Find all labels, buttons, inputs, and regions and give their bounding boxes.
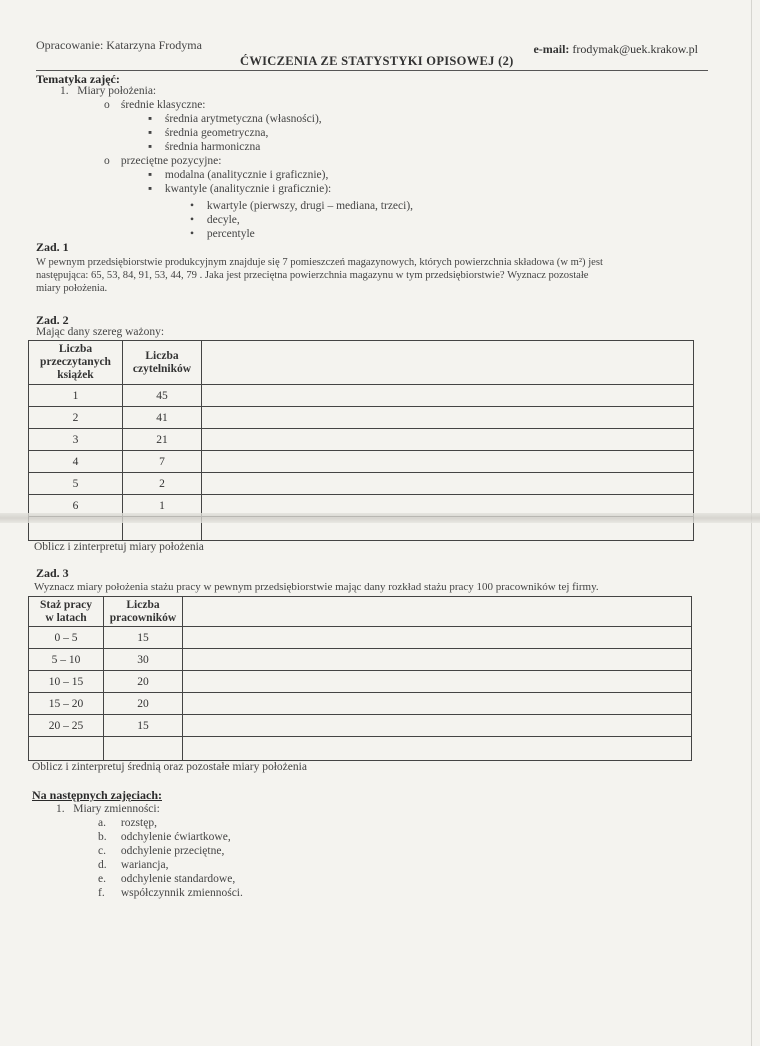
zad1-title: Zad. 1	[36, 240, 69, 254]
topic-item-1-number: 1.	[60, 85, 69, 97]
zad3-col2-header	[104, 597, 183, 627]
table-row	[29, 473, 694, 495]
topic-b-item-2	[148, 182, 331, 196]
topic-sub-b-label: przeciętne pozycyjne:	[120, 155, 222, 167]
topic-a-item-3-label: średnia harmoniczna	[164, 141, 261, 153]
work-area-cell	[183, 597, 692, 627]
document-title: ĆWICZENIA ZE STATYSTYKI OPISOWEJ (2)	[240, 54, 514, 68]
topic-c-item-2-label: decyle,	[206, 214, 240, 226]
table-row	[29, 385, 694, 407]
table-row	[29, 627, 692, 649]
next-sub-item-label: odchylenie przeciętne,	[120, 845, 225, 857]
email-address: frodymak@uek.krakow.pl	[572, 42, 698, 56]
empty-cell	[104, 737, 183, 761]
letter-marker: f.	[98, 887, 105, 899]
header-divider	[36, 70, 708, 71]
next-sub-item	[98, 844, 224, 858]
work-area-cell	[202, 407, 694, 429]
work-area-cell	[202, 385, 694, 407]
next-sub-item	[98, 886, 243, 900]
header-line: Liczba	[145, 349, 179, 362]
books-cell: 2	[29, 407, 123, 429]
readers-cell: 7	[123, 451, 202, 473]
zad2-col2-header	[123, 341, 202, 385]
next-sub-item-label: wariancja,	[120, 859, 169, 871]
employees-cell: 15	[104, 627, 183, 649]
work-area-cell	[202, 451, 694, 473]
work-area-cell	[183, 627, 692, 649]
topic-b-item-1	[148, 168, 328, 182]
next-item-1	[56, 802, 160, 816]
zad2-col1-header	[29, 341, 123, 385]
table-row	[29, 649, 692, 671]
table-row	[29, 429, 694, 451]
books-cell: 1	[29, 385, 123, 407]
letter-marker: a.	[98, 817, 106, 829]
work-area-cell	[183, 693, 692, 715]
zad2-table	[28, 340, 694, 541]
next-sub-item-label: odchylenie ćwiartkowe,	[120, 831, 231, 843]
header-line: w latach	[45, 611, 87, 624]
header-line: pracowników	[109, 611, 177, 624]
topic-sub-b	[104, 154, 221, 168]
topics-heading: Tematyka zajęć:	[36, 72, 120, 86]
topic-a-item-1-label: średnia arytmetyczna (własności),	[164, 113, 322, 125]
header-line: Liczba	[58, 343, 93, 355]
email-label: e-mail:	[533, 42, 570, 56]
zad1-line-1: W pewnym przedsiębiorstwie produkcyjnym znajduje się 7 pomieszczeń magazynowych, których powierzchnia składowa (w m²) jest	[36, 257, 603, 268]
work-area-cell	[202, 341, 694, 385]
topic-b-item-1-label: modalna (analitycznie i graficznie),	[164, 169, 329, 181]
next-item-1-number: 1.	[56, 803, 65, 815]
header-line: czytelników	[132, 362, 192, 375]
letter-marker: b.	[98, 831, 107, 843]
books-cell: 5	[29, 473, 123, 495]
dot-bullet-icon: •	[190, 228, 195, 240]
letter-marker: e.	[98, 873, 106, 885]
tenure-cell: 20 – 25	[29, 715, 104, 737]
next-sub-item-label: rozstęp,	[120, 817, 157, 829]
next-sub-item	[98, 858, 168, 872]
tenure-cell: 10 – 15	[29, 671, 104, 693]
author-line: Opracowanie: Katarzyna Frodyma	[36, 38, 202, 52]
work-area-cell	[202, 429, 694, 451]
header-line: Liczba	[126, 598, 160, 611]
work-area-cell	[183, 649, 692, 671]
table-row	[29, 407, 694, 429]
empty-cell	[29, 737, 104, 761]
work-area-cell	[202, 473, 694, 495]
readers-cell: 21	[123, 429, 202, 451]
table-row	[29, 715, 692, 737]
zad1-text	[36, 256, 716, 295]
square-bullet-icon: ▪	[148, 127, 153, 139]
tenure-cell: 15 – 20	[29, 693, 104, 715]
letter-marker: d.	[98, 859, 107, 871]
employees-cell: 30	[104, 649, 183, 671]
books-cell: 6	[29, 495, 123, 517]
header-line: przeczytanych	[40, 356, 111, 368]
table-row	[29, 693, 692, 715]
next-sub-item	[98, 872, 235, 886]
dot-bullet-icon: •	[190, 200, 195, 212]
paper-fold	[0, 513, 760, 523]
zad2-footer: Oblicz i zinterpretuj miary położenia	[34, 541, 204, 553]
topic-c-item-1	[190, 199, 413, 213]
readers-cell: 2	[123, 473, 202, 495]
square-bullet-icon: ▪	[148, 183, 153, 195]
next-sub-item	[98, 816, 157, 830]
employees-cell: 20	[104, 693, 183, 715]
tenure-cell: 5 – 10	[29, 649, 104, 671]
topic-a-item-2	[148, 126, 268, 140]
topic-c-item-1-label: kwartyle (pierwszy, drugi – mediana, trzeci),	[206, 200, 414, 212]
topic-a-item-2-label: średnia geometryczna,	[164, 127, 269, 139]
zad2-intro: Mając dany szereg ważony:	[36, 326, 165, 338]
table-row	[29, 671, 692, 693]
readers-cell: 45	[123, 385, 202, 407]
next-sub-item	[98, 830, 231, 844]
zad2-title: Zad. 2	[36, 313, 69, 327]
page-edge	[751, 0, 752, 1046]
next-sub-item-label: odchylenie standardowe,	[120, 873, 236, 885]
zad3-intro: Wyznacz miary położenia stażu pracy w pewnym przedsiębiorstwie mając dany rozkład stażu pracy 100 pracowników tej firmy.	[34, 581, 599, 593]
topic-b-item-2-label: kwantyle (analitycznie i graficznie):	[164, 183, 332, 195]
square-bullet-icon: ▪	[148, 113, 153, 125]
topic-c-item-2	[190, 213, 240, 227]
topic-item-1	[60, 84, 156, 98]
work-area-cell	[183, 671, 692, 693]
work-area-cell	[183, 715, 692, 737]
topic-sub-a-label: średnie klasyczne:	[120, 99, 206, 111]
next-heading: Na następnych zajęciach:	[32, 788, 162, 802]
letter-marker: c.	[98, 845, 106, 857]
table-header-row	[29, 597, 692, 627]
next-sub-item-label: współczynnik zmienności.	[120, 887, 243, 899]
zad3-table	[28, 596, 692, 761]
zad3-col1-header	[29, 597, 104, 627]
zad1-line-3: miary położenia.	[36, 283, 108, 294]
header-line: Staż pracy	[39, 598, 93, 611]
circle-bullet-icon: o	[104, 155, 110, 167]
employees-cell: 15	[104, 715, 183, 737]
books-cell: 4	[29, 451, 123, 473]
topic-c-item-3	[190, 227, 255, 241]
zad3-title: Zad. 3	[36, 566, 69, 580]
topic-a-item-1	[148, 112, 322, 126]
header-line: książek	[57, 369, 94, 381]
readers-cell: 1	[123, 495, 202, 517]
topic-a-item-3	[148, 140, 260, 154]
square-bullet-icon: ▪	[148, 169, 153, 181]
square-bullet-icon: ▪	[148, 141, 153, 153]
books-cell: 3	[29, 429, 123, 451]
table-row	[29, 737, 692, 761]
readers-cell: 41	[123, 407, 202, 429]
next-item-1-label: Miary zmienności:	[73, 803, 160, 815]
zad3-footer: Oblicz i zinterpretuj średnią oraz pozostałe miary położenia	[32, 761, 307, 773]
work-area-cell	[183, 737, 692, 761]
dot-bullet-icon: •	[190, 214, 195, 226]
employees-cell: 20	[104, 671, 183, 693]
circle-bullet-icon: o	[104, 99, 110, 111]
topic-sub-a	[104, 98, 206, 112]
table-header-row	[29, 341, 694, 385]
tenure-cell: 0 – 5	[29, 627, 104, 649]
topic-c-item-3-label: percentyle	[206, 228, 255, 240]
email-line	[533, 42, 698, 57]
topic-item-1-label: Miary położenia:	[77, 85, 157, 97]
zad1-line-2: następująca: 65, 53, 84, 91, 53, 44, 79 . Jaka jest przeciętna powierzchnia magazynu w tym przedsiębiorstwie? Wyznacz pozostałe	[36, 270, 589, 281]
table-row	[29, 451, 694, 473]
